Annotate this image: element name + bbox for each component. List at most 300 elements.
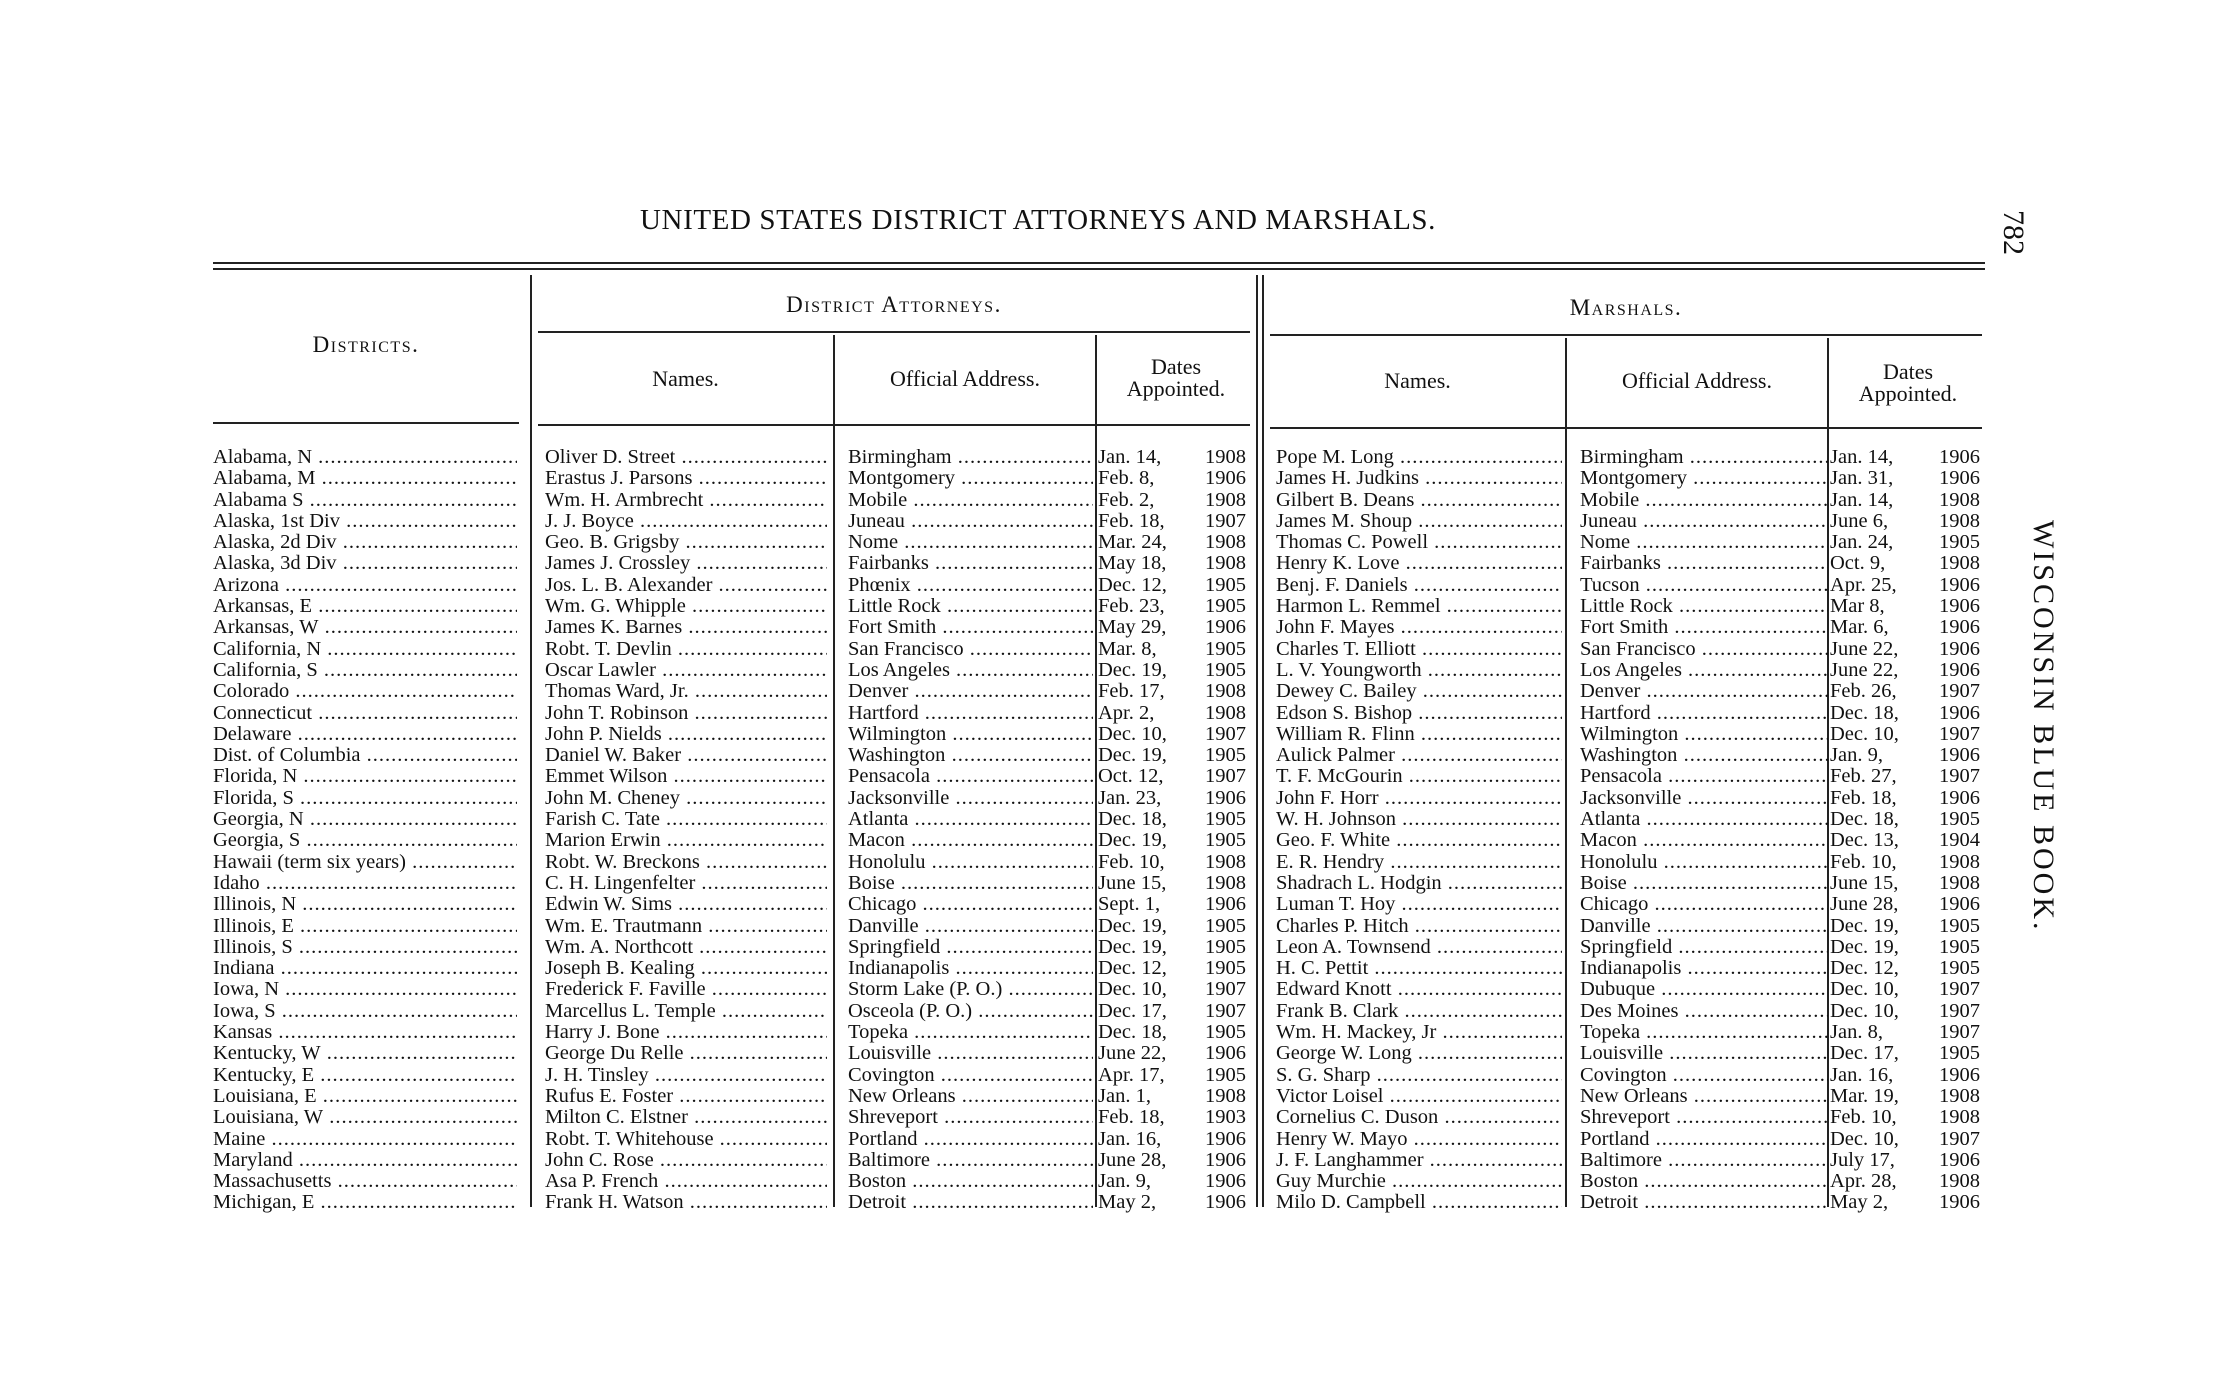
date-year: 1906 [1205,468,1246,490]
date-month-day: Dec. 10, [1830,979,1899,1001]
attorney-address-cell: Chicago ..... [848,894,1093,915]
marshal-date-cell [1830,1129,1980,1150]
attorney-name-cell: Robt. T. Devlin ..... [545,639,827,660]
district-cell: Florida, N ..... [213,766,517,787]
marshal-name-cell: Henry W. Mayo ..... [1276,1129,1562,1150]
date-month-day: Jan. 16, [1098,1128,1162,1150]
date-year: 1906 [1939,596,1980,618]
attorney-date-cell [1098,788,1246,809]
date-month-day: Dec. 10, [1098,723,1167,745]
table-row [0,639,2218,660]
date-month-day: Dec. 18, [1830,809,1899,831]
date-year: 1908 [1205,681,1246,703]
date-year: 1907 [1205,1000,1246,1022]
date-month-day: Jan. 14, [1098,447,1162,468]
date-year: 1908 [1939,851,1980,873]
attorney-address-cell: Atlanta ..... [848,809,1093,830]
attorney-name-cell: J. J. Boyce ..... [545,511,827,532]
marshal-date-cell [1830,511,1980,532]
attorney-name-cell: John P. Nields ..... [545,724,827,745]
date-month-day: Dec. 10, [1830,1128,1899,1150]
date-month-day: Dec. 13, [1830,830,1899,852]
district-cell: Connecticut ..... [213,703,517,724]
attorney-name-cell: John M. Cheney ..... [545,788,827,809]
date-year: 1906 [1939,659,1980,681]
attorney-name-cell: Oliver D. Street ..... [545,447,827,468]
date-year: 1907 [1939,766,1980,788]
attorney-address-cell: Montgomery ..... [848,468,1093,489]
marshal-address-cell: Birmingham ..... [1580,447,1828,468]
attorney-name-cell: Wm. H. Armbrecht ..... [545,490,827,511]
attorney-name-cell: John C. Rose ..... [545,1150,827,1171]
date-month-day: Feb. 27, [1830,766,1897,788]
date-month-day: Dec. 19, [1830,915,1899,937]
table-row [0,1129,2218,1150]
date-month-day: Feb. 10, [1830,1107,1897,1129]
date-year: 1905 [1939,809,1980,831]
table-row [0,873,2218,894]
table-row [0,468,2218,489]
date-month-day: Dec. 19, [1098,745,1167,767]
date-year: 1906 [1205,1192,1246,1214]
marshal-name-cell: T. F. McGourin ..... [1276,766,1562,787]
marshal-date-cell [1830,1192,1980,1213]
date-month-day: May 18, [1098,553,1167,575]
marshal-date-cell [1830,660,1980,681]
date-month-day: Jan. 24, [1830,532,1894,554]
district-cell: Alabama, N ..... [213,447,517,468]
marshal-address-cell: Shreveport ..... [1580,1107,1828,1128]
marshal-name-cell: Leon A. Townsend ..... [1276,937,1562,958]
date-month-day: Dec. 18, [1830,702,1899,724]
marshal-date-cell [1830,1150,1980,1171]
marshal-address-cell: Little Rock ..... [1580,596,1828,617]
attorney-date-cell [1098,1192,1246,1213]
district-cell: Illinois, E ..... [213,916,517,937]
table-body [0,447,2218,1214]
attorney-address-cell: Portland ..... [848,1129,1093,1150]
marshal-name-cell: John F. Mayes ..... [1276,617,1562,638]
district-cell: Arkansas, E ..... [213,596,517,617]
attorney-name-cell: Robt. W. Breckons ..... [545,852,827,873]
marshal-date-cell [1830,979,1980,1000]
district-cell: Alabama S ..... [213,490,517,511]
marshal-date-cell [1830,490,1980,511]
attorney-date-cell [1098,1107,1246,1128]
attorney-name-cell: Rufus E. Foster ..... [545,1086,827,1107]
date-year: 1906 [1939,1192,1980,1214]
table-row [0,1086,2218,1107]
marshal-name-cell: James H. Judkins ..... [1276,468,1562,489]
attorney-date-cell [1098,1065,1246,1086]
table-row [0,681,2218,702]
marshal-name-cell: Edson S. Bishop ..... [1276,703,1562,724]
date-month-day: Feb. 18, [1098,510,1165,532]
date-year: 1905 [1939,936,1980,958]
marshal-date-cell [1830,830,1980,851]
date-month-day: June 28, [1830,894,1899,916]
table-row [0,1043,2218,1064]
date-year: 1905 [1205,659,1246,681]
attorney-date-cell [1098,852,1246,873]
date-year: 1905 [1205,745,1246,767]
attorney-name-cell: James J. Crossley ..... [545,553,827,574]
date-month-day: Jan. 23, [1098,787,1162,809]
attorney-address-cell: Little Rock ..... [848,596,1093,617]
attorney-name-cell: James K. Barnes ..... [545,617,827,638]
marshal-name-cell: E. R. Hendry ..... [1276,852,1562,873]
attorney-name-cell: Erastus J. Parsons ..... [545,468,827,489]
date-year: 1908 [1205,553,1246,575]
attorney-date-cell [1098,703,1246,724]
attorney-address-cell: Osceola (P. O.) ..... [848,1001,1093,1022]
attorney-name-cell: Marion Erwin ..... [545,830,827,851]
marshals-group-rule [1270,334,1982,336]
attorney-date-cell [1098,639,1246,660]
table-row [0,894,2218,915]
attorney-address-cell: Fort Smith ..... [848,617,1093,638]
date-year: 1905 [1939,915,1980,937]
date-month-day: Mar. 19, [1830,1085,1899,1107]
marshal-name-cell: Charles P. Hitch ..... [1276,916,1562,937]
marshal-address-cell: Detroit ..... [1580,1192,1828,1213]
marshal-name-cell: Geo. F. White ..... [1276,830,1562,851]
attorney-name-cell: Frederick F. Faville ..... [545,979,827,1000]
date-month-day: Dec. 17, [1830,1043,1899,1065]
marshal-name-cell: S. G. Sharp ..... [1276,1065,1562,1086]
table-row [0,660,2218,681]
marshal-date-cell [1830,639,1980,660]
date-year: 1907 [1939,723,1980,745]
attorney-name-cell: Wm. G. Whipple ..... [545,596,827,617]
date-year: 1908 [1205,702,1246,724]
dates-header-line1: Dates [1882,359,1934,384]
marshal-address-cell: New Orleans ..... [1580,1086,1828,1107]
marshals-header-rule [1270,427,1982,429]
date-year: 1905 [1205,915,1246,937]
date-year: 1908 [1939,1085,1980,1107]
attorney-date-cell [1098,1150,1246,1171]
date-month-day: June 22, [1098,1043,1167,1065]
attorney-name-cell: C. H. Lingenfelter ..... [545,873,827,894]
attorney-name-cell: Joseph B. Kealing ..... [545,958,827,979]
date-year: 1905 [1205,830,1246,852]
district-cell: Colorado ..... [213,681,517,702]
date-month-day: Jan. 1, [1098,1085,1151,1107]
attorney-date-cell [1098,873,1246,894]
marshal-date-cell [1830,1043,1980,1064]
date-year: 1906 [1205,787,1246,809]
attorney-name-cell: Wm. A. Northcott ..... [545,937,827,958]
date-month-day: Mar 8, [1830,596,1885,618]
attorney-address-cell: Shreveport ..... [848,1107,1093,1128]
district-cell: Kentucky, E ..... [213,1065,517,1086]
attorney-date-cell [1098,1086,1246,1107]
date-month-day: May 2, [1098,1192,1157,1214]
marshal-address-cell: Louisville ..... [1580,1043,1828,1064]
date-month-day: May 29, [1098,617,1167,639]
district-cell: Alaska, 2d Div ..... [213,532,517,553]
date-year: 1906 [1939,447,1980,468]
table-row [0,575,2218,596]
date-year: 1905 [1205,809,1246,831]
date-month-day: Feb. 8, [1098,468,1155,490]
attorney-date-cell [1098,745,1246,766]
marshal-date-cell [1830,894,1980,915]
district-cell: Florida, S ..... [213,788,517,809]
table-row [0,1171,2218,1192]
running-head: WISCONSIN BLUE BOOK. [2027,520,2060,933]
table-row [0,788,2218,809]
marshal-date-cell [1830,1171,1980,1192]
district-cell: Alaska, 3d Div ..... [213,553,517,574]
date-month-day: May 2, [1830,1192,1889,1214]
date-year: 1908 [1205,1085,1246,1107]
table-row [0,1065,2218,1086]
attorney-address-cell: Honolulu ..... [848,852,1093,873]
marshal-name-cell: John F. Horr ..... [1276,788,1562,809]
marshal-address-cell: Chicago ..... [1580,894,1828,915]
date-year: 1907 [1939,681,1980,703]
date-month-day: Dec. 12, [1830,958,1899,980]
attorney-date-cell [1098,958,1246,979]
district-attorneys-header: District Attorneys. [786,292,1002,317]
marshal-names-header: Names. [1384,368,1451,393]
date-year: 1906 [1939,468,1980,490]
date-month-day: Dec. 19, [1098,915,1167,937]
date-month-day: Sept. 1, [1098,894,1161,916]
district-cell: Georgia, S ..... [213,830,517,851]
date-year: 1906 [1205,1171,1246,1193]
date-year: 1906 [1939,1149,1980,1171]
marshal-date-cell [1830,788,1980,809]
marshal-address-cell: Fort Smith ..... [1580,617,1828,638]
attorney-name-cell: Emmet Wilson ..... [545,766,827,787]
date-month-day: Mar. 8, [1098,638,1157,660]
marshal-address-cell: Boston ..... [1580,1171,1828,1192]
marshal-name-cell: Milo D. Campbell ..... [1276,1192,1562,1213]
date-year: 1906 [1939,702,1980,724]
date-year: 1907 [1205,510,1246,532]
marshal-address-cell: Indianapolis ..... [1580,958,1828,979]
attorney-date-cell [1098,468,1246,489]
marshal-address-cell: Tucson ..... [1580,575,1828,596]
marshal-date-cell [1830,553,1980,574]
date-month-day: Feb. 17, [1098,681,1165,703]
attorney-address-cell: Baltimore ..... [848,1150,1093,1171]
attorney-address-cell: Pensacola ..... [848,766,1093,787]
table-row [0,852,2218,873]
attorney-name-cell: J. H. Tinsley ..... [545,1065,827,1086]
date-year: 1907 [1939,1000,1980,1022]
attorney-date-cell [1098,724,1246,745]
date-month-day: Dec. 19, [1098,830,1167,852]
attorney-date-cell [1098,916,1246,937]
attorney-date-cell [1098,1171,1246,1192]
attorney-address-cell: Wilmington ..... [848,724,1093,745]
attorney-address-cell: Hartford ..... [848,703,1093,724]
date-year: 1905 [1939,532,1980,554]
date-month-day: Dec. 19, [1098,659,1167,681]
date-month-day: Apr. 25, [1830,574,1897,596]
date-year: 1908 [1205,872,1246,894]
attorney-address-cell: Phœnix ..... [848,575,1093,596]
attorney-name-cell: Geo. B. Grigsby ..... [545,532,827,553]
date-month-day: Feb. 23, [1098,596,1165,618]
attorney-address-cell: Storm Lake (P. O.) ..... [848,979,1093,1000]
district-cell: Iowa, N ..... [213,979,517,1000]
date-year: 1905 [1939,1043,1980,1065]
date-month-day: Oct. 12, [1098,766,1164,788]
marshal-address-cell: Danville ..... [1580,916,1828,937]
date-year: 1908 [1939,489,1980,511]
date-year: 1907 [1939,1128,1980,1150]
marshal-name-cell: Shadrach L. Hodgin ..... [1276,873,1562,894]
marshal-name-cell: Edward Knott ..... [1276,979,1562,1000]
marshal-date-cell [1830,468,1980,489]
attorney-address-cell: Washington ..... [848,745,1093,766]
attorney-date-cell [1098,553,1246,574]
date-month-day: Jan. 14, [1830,489,1894,511]
date-year: 1905 [1205,574,1246,596]
attorney-address-cell: Nome ..... [848,532,1093,553]
marshal-date-cell [1830,937,1980,958]
marshal-name-cell: L. V. Youngworth ..... [1276,660,1562,681]
dates-header-line1: Dates [1150,354,1202,379]
attorney-address-cell: Denver ..... [848,681,1093,702]
attorney-date-cell [1098,490,1246,511]
marshal-date-cell [1830,1065,1980,1086]
attorney-date-cell [1098,1129,1246,1150]
date-month-day: Dec. 12, [1098,958,1167,980]
marshal-name-cell: William R. Flinn ..... [1276,724,1562,745]
attorney-date-cell [1098,830,1246,851]
date-month-day: Apr. 28, [1830,1171,1897,1193]
date-year: 1906 [1939,1064,1980,1086]
marshal-address-cell: Denver ..... [1580,681,1828,702]
page-title: UNITED STATES DISTRICT ATTORNEYS AND MARSHALS. [640,204,1437,236]
marshal-address-header: Official Address. [1622,368,1772,393]
date-month-day: Jan. 31, [1830,468,1894,490]
district-cell: Georgia, N ..... [213,809,517,830]
marshal-name-cell: James M. Shoup ..... [1276,511,1562,532]
marshal-date-cell [1830,1107,1980,1128]
date-year: 1906 [1205,1149,1246,1171]
date-year: 1908 [1205,489,1246,511]
date-year: 1906 [1939,617,1980,639]
date-month-day: July 17, [1830,1149,1895,1171]
top-rule-2 [213,268,1985,270]
date-month-day: Apr. 17, [1098,1064,1165,1086]
date-year: 1908 [1205,851,1246,873]
marshal-address-cell: Wilmington ..... [1580,724,1828,745]
date-month-day: Feb. 18, [1098,1107,1165,1129]
district-cell: Delaware ..... [213,724,517,745]
district-cell: Massachusetts ..... [213,1171,517,1192]
attorney-name-cell: Jos. L. B. Alexander ..... [545,575,827,596]
date-month-day: Feb. 10, [1830,851,1897,873]
attorney-address-cell: Jacksonville ..... [848,788,1093,809]
date-year: 1906 [1205,1128,1246,1150]
date-year: 1905 [1205,1022,1246,1044]
marshal-address-cell: Nome ..... [1580,532,1828,553]
date-year: 1905 [1205,958,1246,980]
attorneys-header-rule [538,424,1250,426]
page-number: 782 [1997,210,2030,255]
date-year: 1905 [1205,638,1246,660]
marshal-address-cell: Covington ..... [1580,1065,1828,1086]
marshal-name-cell: Thomas C. Powell ..... [1276,532,1562,553]
attorney-date-cell [1098,511,1246,532]
marshal-dates-header [1829,361,1987,405]
date-year: 1906 [1939,894,1980,916]
marshal-name-cell: Frank B. Clark ..... [1276,1001,1562,1022]
date-month-day: Dec. 18, [1098,809,1167,831]
marshal-name-cell: J. F. Langhammer ..... [1276,1150,1562,1171]
date-month-day: Dec. 10, [1830,1000,1899,1022]
marshal-date-cell [1830,852,1980,873]
attorney-address-cell: San Francisco ..... [848,639,1093,660]
marshal-name-cell: Victor Loisel ..... [1276,1086,1562,1107]
date-month-day: June 22, [1830,659,1899,681]
marshal-date-cell [1830,1086,1980,1107]
date-month-day: June 28, [1098,1149,1167,1171]
date-year: 1906 [1939,787,1980,809]
attorney-name-cell: Asa P. French ..... [545,1171,827,1192]
attorney-dates-header [1097,356,1255,400]
date-year: 1906 [1205,894,1246,916]
marshal-name-cell: Cornelius C. Duson ..... [1276,1107,1562,1128]
attorney-date-cell [1098,979,1246,1000]
marshal-address-cell: Jacksonville ..... [1580,788,1828,809]
district-cell: Illinois, S ..... [213,937,517,958]
top-rule-1 [213,262,1985,264]
date-year: 1906 [1939,574,1980,596]
attorney-name-cell: Milton C. Elstner ..... [545,1107,827,1128]
table-row [0,766,2218,787]
attorney-name-cell: Harry J. Bone ..... [545,1022,827,1043]
date-year: 1908 [1939,1171,1980,1193]
attorney-date-cell [1098,1022,1246,1043]
attorney-address-cell: Boise ..... [848,873,1093,894]
date-month-day: Dec. 18, [1098,1022,1167,1044]
attorney-address-cell: Topeka ..... [848,1022,1093,1043]
marshal-address-cell: Topeka ..... [1580,1022,1828,1043]
marshal-address-cell: Washington ..... [1580,745,1828,766]
district-cell: Dist. of Columbia ..... [213,745,517,766]
marshal-address-cell: Baltimore ..... [1580,1150,1828,1171]
attorney-address-cell: Macon ..... [848,830,1093,851]
table-row [0,490,2218,511]
attorney-names-header: Names. [652,366,719,391]
date-month-day: Dec. 19, [1098,936,1167,958]
date-month-day: Feb. 18, [1830,787,1897,809]
date-year: 1907 [1939,979,1980,1001]
date-month-day: Apr. 2, [1098,702,1155,724]
date-year: 1905 [1205,596,1246,618]
marshal-date-cell [1830,745,1980,766]
marshal-date-cell [1830,532,1980,553]
table-row [0,809,2218,830]
attorney-date-cell [1098,1001,1246,1022]
date-month-day: Dec. 17, [1098,1000,1167,1022]
attorney-address-cell: Mobile ..... [848,490,1093,511]
district-cell: Indiana ..... [213,958,517,979]
attorney-address-cell: Boston ..... [848,1171,1093,1192]
marshal-address-cell: San Francisco ..... [1580,639,1828,660]
date-year: 1906 [1939,745,1980,767]
attorney-date-cell [1098,660,1246,681]
